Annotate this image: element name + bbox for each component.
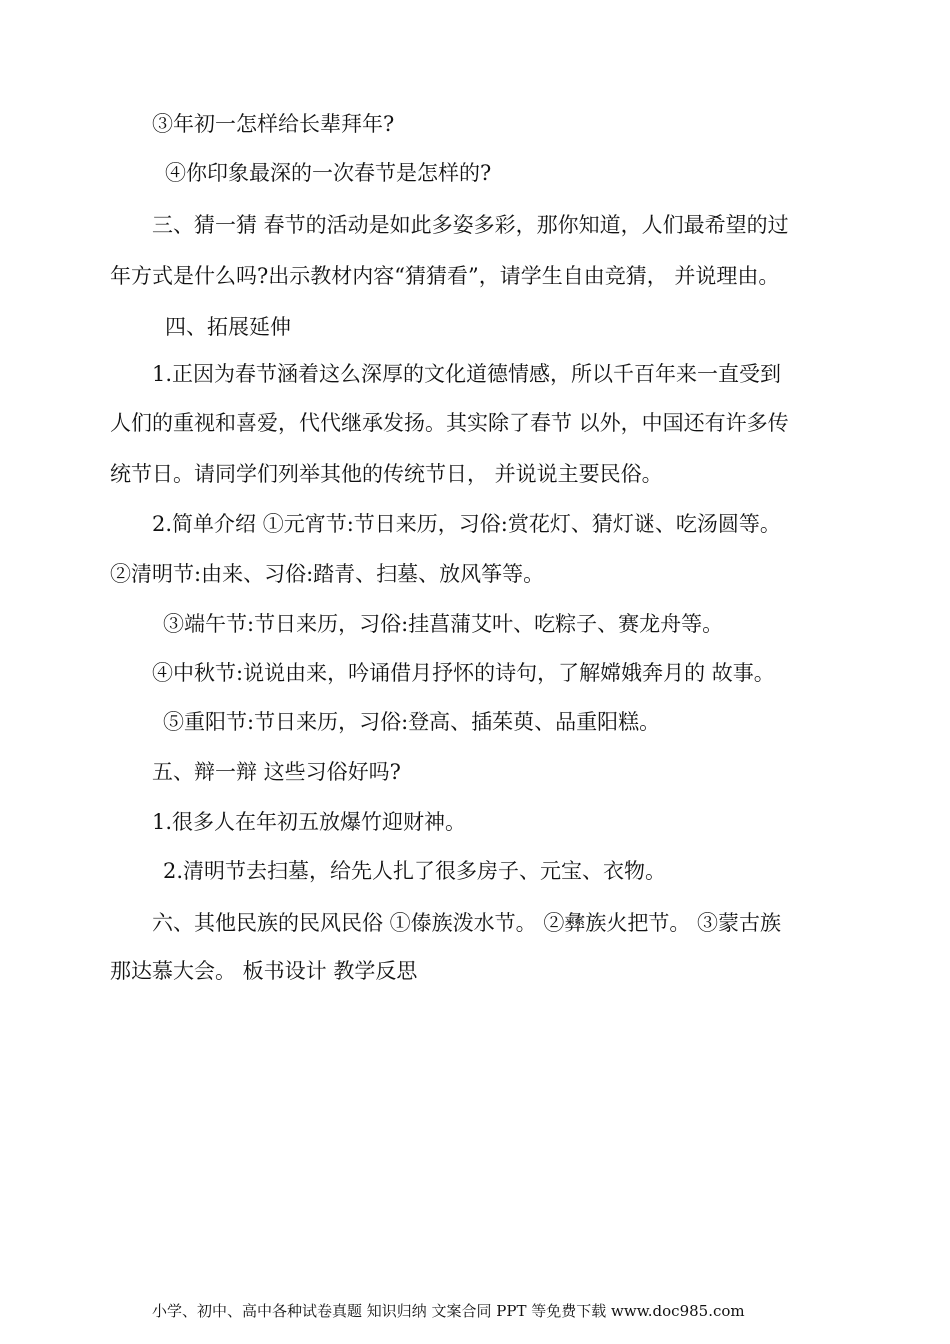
text-line-6: 1.正因为春节涵着这么深厚的文化道德情感，所以千百年来一直受到 (152, 362, 782, 386)
text-line-7: 人们的重视和喜爱，代代继承发扬。其实除了春节 以外，中国还有许多传 (110, 411, 789, 435)
text-line-8: 统节日。请同学们列举其他的传统节日， 并说说主要民俗。 (110, 462, 663, 486)
section-heading-4: 四、拓展延伸 (165, 315, 291, 339)
section-heading-5: 五、辩一辩 这些习俗好吗? (152, 760, 401, 784)
text-line-1: ③年初一怎样给长辈拜年? (152, 112, 395, 136)
text-line-3: 三、猜一猜 春节的活动是如此多姿多彩，那你知道，人们最希望的过 (152, 213, 789, 237)
text-line-18: 那达慕大会。 板书设计 教学反思 (110, 959, 418, 983)
text-line-2: ④你印象最深的一次春节是怎样的? (165, 161, 492, 185)
text-line-17: 六、其他民族的民风民俗 ①傣族泼水节。 ②彝族火把节。 ③蒙古族 (152, 911, 782, 935)
text-line-10: ②清明节:由来、习俗:踏青、扫墓、放风筝等。 (110, 562, 545, 586)
text-line-11: ③端午节:节日来历，习俗:挂菖蒲艾叶、吃粽子、赛龙舟等。 (163, 612, 724, 636)
text-line-12: ④中秋节:说说由来，吟诵借月抒怀的诗句，了解嫦娥奔月的 故事。 (152, 661, 775, 685)
text-line-9: 2.简单介绍 ①元宵节:节日来历，习俗:赏花灯、猜灯谜、吃汤圆等。 (152, 512, 781, 536)
page-footer: 小学、初中、高中各种试卷真题 知识归纳 文案合同 PPT 等免费下载 www.doc985.com (152, 1302, 745, 1320)
text-line-15: 1.很多人在年初五放爆竹迎财神。 (152, 810, 467, 834)
text-line-16: 2.清明节去扫墓，给先人扎了很多房子、元宝、衣物。 (163, 859, 667, 883)
text-line-4: 年方式是什么吗?出示教材内容“猜猜看”，请学生自由竞猜， 并说理由。 (110, 264, 780, 288)
text-line-13: ⑤重阳节:节日来历，习俗:登高、插茱萸、品重阳糕。 (163, 710, 661, 734)
